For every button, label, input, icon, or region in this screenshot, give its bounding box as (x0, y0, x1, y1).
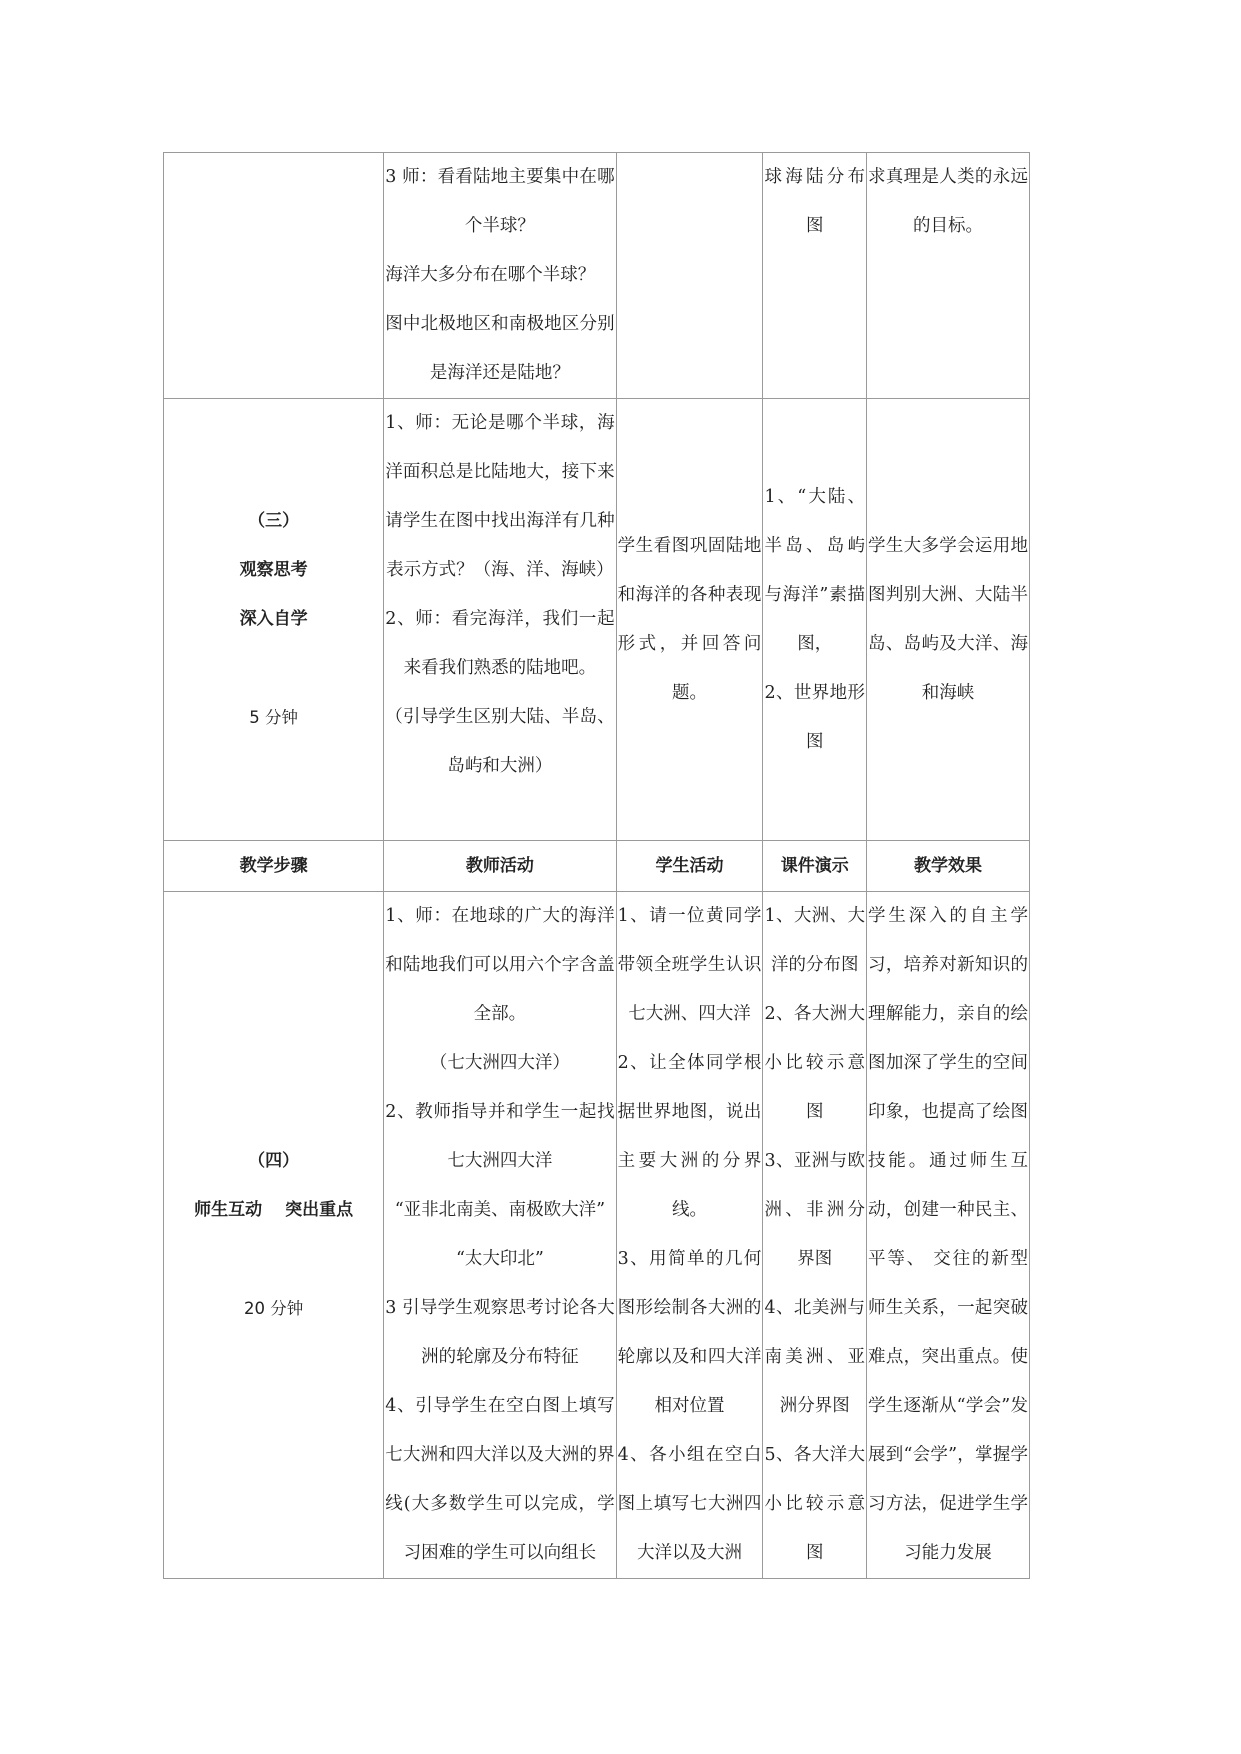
table-row (164, 153, 1030, 399)
courseware-demo-cell (763, 153, 867, 399)
teaching-effect-text: 学生大多学会运用地图判别大洲、大陆半岛、岛屿及大洋、海和海峡 (868, 535, 1028, 703)
teacher-activity-line: 3 师：看看陆地主要集中在哪个半球？ (385, 167, 615, 236)
teacher-activity-line: （七大洲四大洋） (429, 1053, 570, 1073)
student-activity-cell (616, 399, 763, 841)
teacher-activity-line: （引导学生区别大陆、半岛、岛屿和大洲） (385, 707, 615, 776)
courseware-demo-cell (763, 399, 867, 841)
teacher-activity-line: 2、师：看完海洋，我们一起来看我们熟悉的陆地吧。 (385, 609, 615, 678)
step-name: 师生互动 突出重点 (194, 1200, 354, 1220)
teacher-activity-line: 2、教师指导并和学生一起找七大洲四大洋 (385, 1102, 615, 1171)
student-activity-cell (616, 153, 763, 399)
teacher-activity-line: 海洋大多分布在哪个半球？ (385, 265, 596, 285)
step-cell (164, 153, 384, 399)
lesson-plan-table (163, 152, 1030, 1579)
courseware-demo-line: 2、各大洲大小比较示意图 (764, 1004, 866, 1122)
teacher-activity-line: 1、师：在地球的广大的海洋和陆地我们可以用六个字含盖全部。 (385, 906, 615, 1024)
student-activity-text: 学生看图巩固陆地和海洋的各种表现形式，并回答问题。 (617, 535, 762, 703)
teacher-activity-line: 图中北极地区和南极地区分别是海洋还是陆地？ (385, 314, 615, 383)
step-duration: 20 分钟 (244, 1299, 304, 1318)
courseware-demo-cell (763, 892, 867, 1579)
step-cell (164, 892, 384, 1579)
teaching-effect-cell (867, 892, 1030, 1579)
step-name: 观察思考 (239, 560, 308, 580)
courseware-demo-line: 1、“大陆、半岛、岛屿与海洋”素描图， (764, 486, 866, 654)
teacher-activity-cell (384, 153, 616, 399)
table-row (164, 892, 1030, 1579)
student-activity-line: 3、用简单的几何图形绘制各大洲的轮廓以及和四大洋相对位置 (617, 1249, 762, 1416)
step-duration: 5 分钟 (249, 708, 298, 727)
header-student-activity: 学生活动 (616, 841, 763, 892)
header-teaching-effect: 教学效果 (867, 841, 1030, 892)
courseware-demo-text: 球海陆分布图 (764, 167, 866, 236)
table-header-row (164, 841, 1030, 892)
student-activity-line: 2、让全体同学根据世界地图，说出主要大洲的分界线。 (617, 1053, 762, 1220)
teacher-activity-line: 4、引导学生在空白图上填写七大洲和四大洋以及大洲的界线(大多数学生可以完成，学习困难的学生可以向组长 (385, 1396, 615, 1563)
header-courseware-demo: 课件演示 (763, 841, 867, 892)
step-name: 深入自学 (239, 609, 308, 629)
student-activity-line: 1、请一位黄同学带领全班学生认识七大洲、四大洋 (617, 906, 762, 1024)
teacher-activity-line: 1、师：无论是哪个半球，海洋面积总是比陆地大，接下来请学生在图中找出海洋有几种表示方式？（海、洋、海峡） (385, 413, 615, 580)
step-number: （四） (248, 1151, 300, 1171)
courseware-demo-line: 2、世界地形图 (764, 682, 866, 752)
courseware-demo-line: 1、大洲、大洋的分布图 (764, 906, 866, 975)
teacher-activity-line: “太大印北” (455, 1249, 544, 1269)
teaching-effect-cell (867, 153, 1030, 399)
step-cell (164, 399, 384, 841)
teaching-effect-cell (867, 399, 1030, 841)
teacher-activity-line: 3 引导学生观察思考讨论各大洲的轮廓及分布特征 (385, 1298, 615, 1367)
courseware-demo-line: 4、北美洲与南美洲、亚洲分界图 (764, 1298, 866, 1416)
teacher-activity-cell (384, 892, 616, 1579)
header-teacher-activity: 教师活动 (384, 841, 616, 892)
courseware-demo-line: 5、各大洋大小比较示意图 (764, 1445, 866, 1563)
student-activity-cell (616, 892, 763, 1579)
step-number: （三） (248, 511, 300, 531)
teacher-activity-line: “亚非北南美、南极欧大洋” (394, 1200, 606, 1220)
teaching-effect-text: 求真理是人类的永远的目标。 (868, 167, 1028, 236)
teacher-activity-cell (384, 399, 616, 841)
teaching-effect-text: 学生深入的自主学习，培养对新知识的理解能力，亲自的绘图加深了学生的空间印象，也提高了绘图技能。通过师生互动，创建一种民主、平等、 交往的新型师生关系，一起突破难点，突出重点。使学生逐渐从“学会”发展到“会学”，掌握学习方法，促进学生学习能力发展 (868, 906, 1028, 1563)
header-teaching-steps: 教学步骤 (164, 841, 384, 892)
courseware-demo-line: 3、亚洲与欧洲、非洲分界图 (764, 1151, 866, 1269)
student-activity-line: 4、各小组在空白图上填写七大洲四大洋以及大洲 (617, 1445, 762, 1563)
table-row (164, 399, 1030, 841)
